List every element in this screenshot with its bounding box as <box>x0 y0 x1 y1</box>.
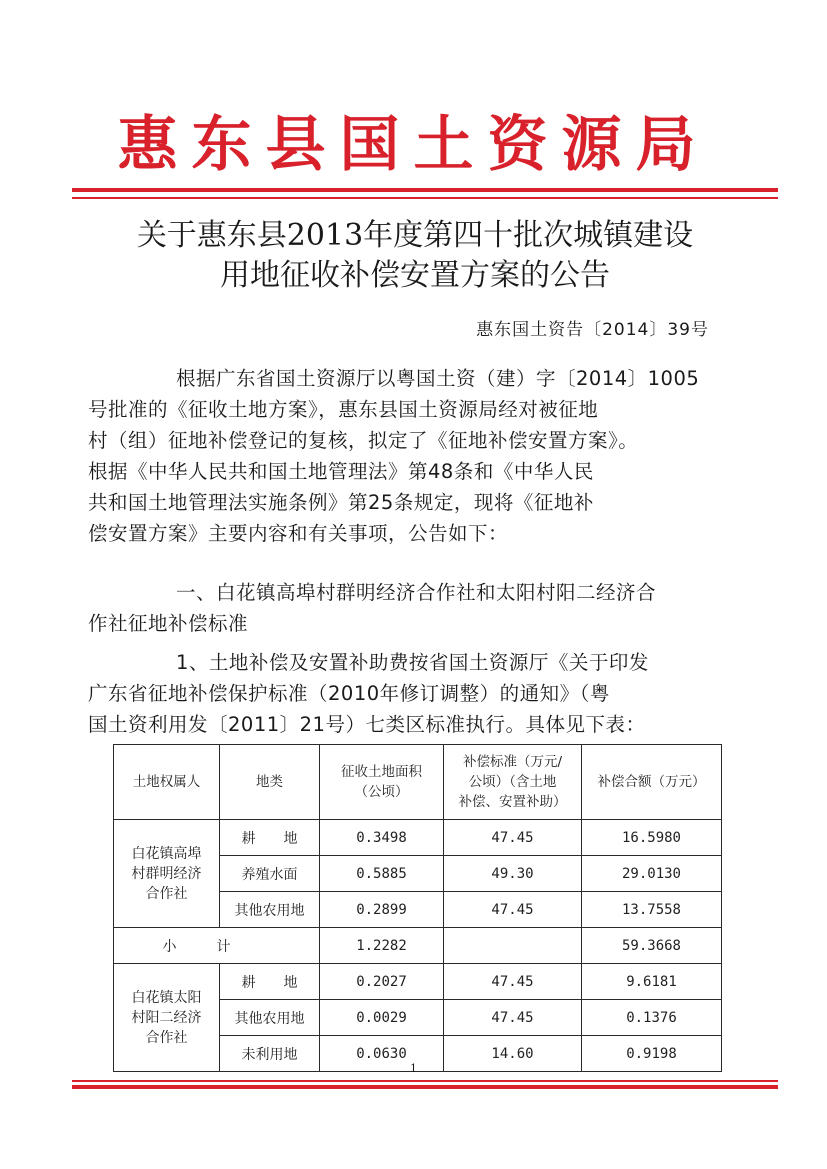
paragraph-line: 1、土地补偿及安置补助费按省国土资源厅《关于印发 <box>176 651 649 674</box>
header-area <box>320 745 444 820</box>
land-type-cell: 耕 地 <box>220 820 320 856</box>
land-type-cell: 未利用地 <box>220 1036 320 1072</box>
owner-line: 合作社 <box>145 885 188 902</box>
area-cell: 0.2027 <box>320 964 444 1000</box>
owner-cell-qunming <box>114 820 220 928</box>
owner-line: 合作社 <box>145 1029 188 1046</box>
owner-line: 村群明经济 <box>131 865 202 882</box>
subtotal-row <box>114 928 722 964</box>
land-type-cell: 养殖水面 <box>220 856 320 892</box>
paragraph-line: 村（组）征地补偿登记的复核，拟定了《征地补偿安置方案》。 <box>88 429 639 452</box>
paragraph-compensation <box>88 647 722 740</box>
owner-line: 村阳二经济 <box>131 1009 202 1026</box>
page-number: 1 <box>410 1062 417 1075</box>
subtotal-label: 小计 <box>114 928 320 964</box>
standard-cell: 47.45 <box>444 1000 582 1036</box>
area-cell: 0.3498 <box>320 820 444 856</box>
paragraph-line: 偿安置方案》主要内容和有关事项，公告如下： <box>88 522 509 545</box>
total-cell: 0.1376 <box>582 1000 722 1036</box>
notice-title-line1: 关于惠东县2013年度第四十批次城镇建设 <box>136 218 694 253</box>
subtotal-total: 59.3668 <box>582 928 722 964</box>
land-type-cell: 耕 地 <box>220 964 320 1000</box>
area-cell: 0.0630 <box>320 1036 444 1072</box>
letterhead-rule-thin <box>72 197 778 199</box>
header-standard-line1: 补偿标准（万元/ <box>462 754 563 770</box>
header-owner: 土地权属人 <box>114 745 220 820</box>
subtotal-standard <box>444 928 582 964</box>
paragraph-line: 根据《中华人民共和国土地管理法》第48条和《中华人民 <box>88 460 594 483</box>
total-cell: 9.6181 <box>582 964 722 1000</box>
total-cell: 13.7558 <box>582 892 722 928</box>
compensation-table <box>113 744 722 1072</box>
standard-cell: 14.60 <box>444 1036 582 1072</box>
paragraph-line: 一、白花镇高埠村群明经济合作社和太阳村阳二经济合 <box>176 581 657 604</box>
footer-rule-thick <box>72 1085 778 1089</box>
standard-cell: 47.45 <box>444 820 582 856</box>
owner-line: 白花镇太阳 <box>131 989 202 1006</box>
header-area-line2: （公顷） <box>354 784 409 800</box>
footer-rule-thin <box>72 1080 778 1082</box>
paragraph-line: 广东省征地补偿保护标准（2010年修订调整）的通知》（粤 <box>88 682 610 705</box>
total-cell: 16.5980 <box>582 820 722 856</box>
owner-cell-yanger <box>114 964 220 1072</box>
header-standard-line3: 补偿、安置补助） <box>458 794 567 810</box>
letterhead-rule-thick <box>72 188 778 192</box>
area-cell: 0.5885 <box>320 856 444 892</box>
document-number: 惠东国土资告〔2014〕39号 <box>476 320 709 340</box>
owner-line: 白花镇高埠 <box>131 845 202 862</box>
standard-cell: 47.45 <box>444 964 582 1000</box>
subtotal-area: 1.2282 <box>320 928 444 964</box>
agency-letterhead: 惠东县国土资源局 <box>117 110 710 180</box>
header-standard-line2: 公顷）（含土地 <box>468 774 557 790</box>
table-row <box>114 964 722 1000</box>
header-land-type: 地类 <box>220 745 320 820</box>
standard-cell: 49.30 <box>444 856 582 892</box>
table-row <box>114 820 722 856</box>
paragraph-line: 共和国土地管理法实施条例》第25条规定，现将《征地补 <box>88 491 594 514</box>
standard-cell: 47.45 <box>444 892 582 928</box>
area-cell: 0.0029 <box>320 1000 444 1036</box>
paragraph-line: 号批准的《征收土地方案》，惠东县国土资源局经对被征地 <box>88 398 599 421</box>
total-cell: 29.0130 <box>582 856 722 892</box>
table-header-row <box>114 745 722 820</box>
paragraph-line: 国土资利用发〔2011〕21号）七类区标准执行。具体见下表： <box>88 713 646 736</box>
paragraph-basis <box>88 363 722 549</box>
notice-title-line2: 用地征收补偿安置方案的公告 <box>220 258 610 293</box>
header-area-line1: 征收土地面积 <box>341 764 422 780</box>
paragraph-line: 作社征地补偿标准 <box>88 612 249 635</box>
header-standard <box>444 745 582 820</box>
land-type-cell: 其他农用地 <box>220 892 320 928</box>
total-cell: 0.9198 <box>582 1036 722 1072</box>
area-cell: 0.2899 <box>320 892 444 928</box>
paragraph-line: 根据广东省国土资源厅以粤国土资（建）字〔2014〕1005 <box>176 367 700 390</box>
section-heading-one <box>88 577 722 639</box>
land-type-cell: 其他农用地 <box>220 1000 320 1036</box>
header-total: 补偿合额（万元） <box>582 745 722 820</box>
